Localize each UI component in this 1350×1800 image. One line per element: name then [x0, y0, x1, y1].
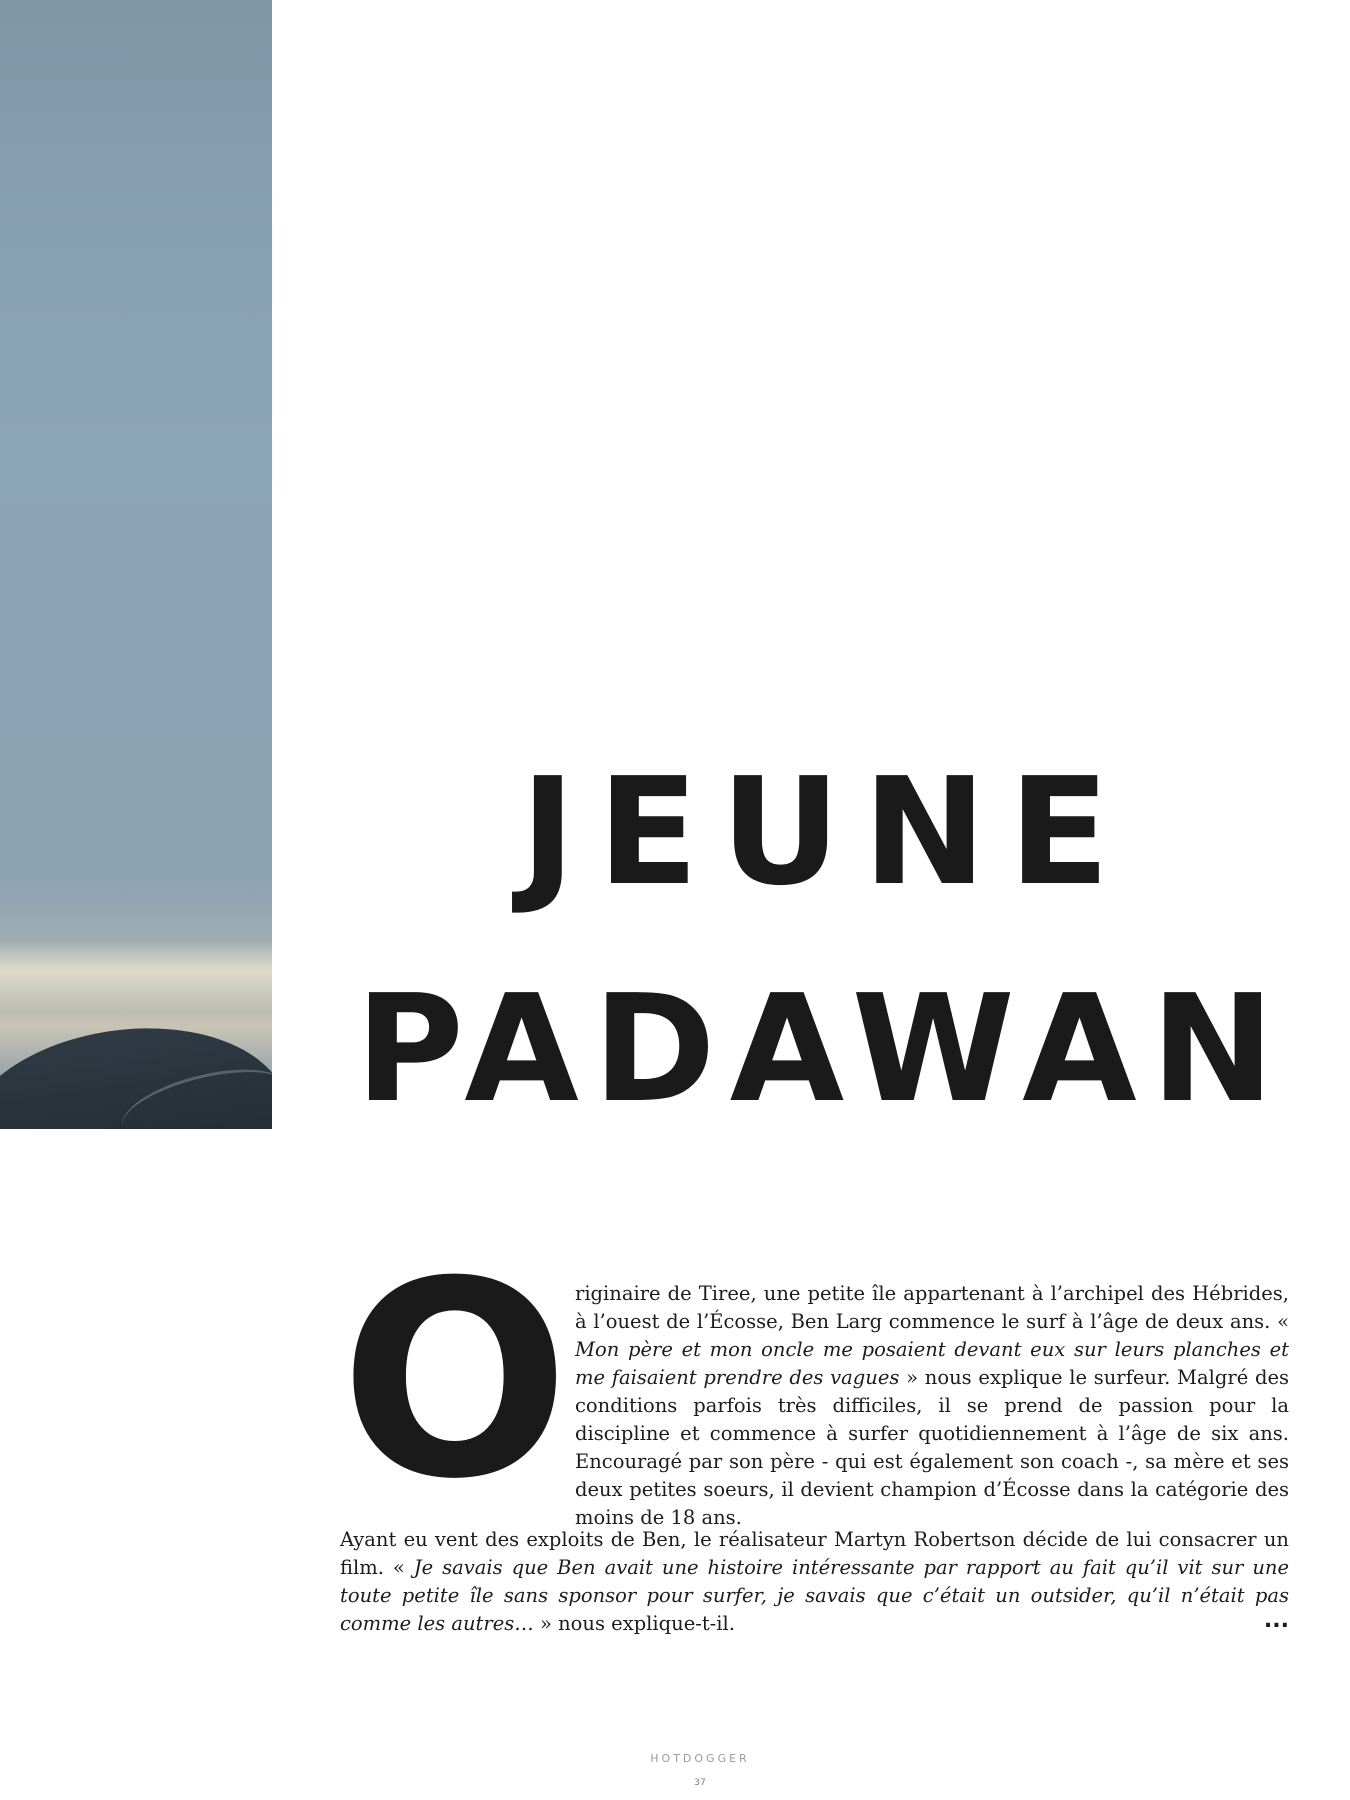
paragraph-1-text-a: riginaire de Tiree, une petite île appartenant à l’archipel des Hébrides, à l’ouest de l’Écosse, Ben Larg commence le surf à l’âge de deux ans. «	[575, 1282, 1289, 1333]
photo-horizon-haze	[0, 940, 272, 1010]
paragraph-2-quote: Je savais que Ben avait une histoire intéressante par rapport au fait qu’il vit sur une toute petite île sans sponsor pour surfer, je savais que c’était un outsider, qu’il n’était pas comme les autres…	[340, 1556, 1290, 1635]
title-line-1: JEUNE	[520, 746, 1132, 918]
article-paragraph-2	[340, 1526, 1289, 1638]
article-paragraph-1	[575, 1280, 1289, 1532]
paragraph-1-text-b: » nous explique le surfeur. Malgré des conditions parfois très difficiles, il se prend de passion pour la discipline et commence à surfer quotidiennement à l’âge de six ans. Encouragé par son père - qui est également son coach -, sa mère et ses deux petites soeurs, il devient champion d’Écosse dans la catégorie des moins de 18 ans.	[575, 1366, 1289, 1529]
paragraph-2-text-b: » nous explique-t-il.	[533, 1612, 735, 1635]
page-number: 37	[694, 1778, 706, 1788]
continuation-marker: ...	[1263, 1608, 1289, 1633]
drop-cap: O	[340, 1223, 570, 1538]
paragraph-2-text-a: Ayant eu vent des exploits de Ben, le réalisateur Martyn Robertson décide de lui consacrer un film. «	[340, 1528, 1289, 1579]
photo-strip	[0, 0, 272, 1129]
title-line-2: PADAWAN	[355, 963, 1289, 1135]
footer-logo: HOTDOGGER	[650, 1752, 750, 1765]
paragraph-1-quote: Mon père et mon oncle me posaient devant eux sur leurs planches et me faisaient prendre des vagues	[575, 1338, 1289, 1389]
